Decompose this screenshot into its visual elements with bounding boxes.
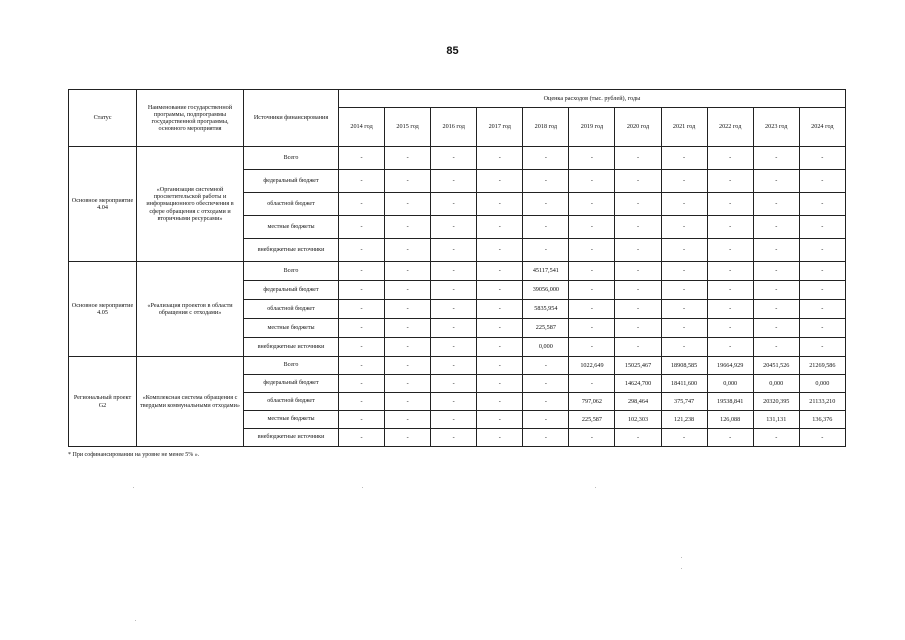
value-cell: 375,747 (661, 393, 707, 411)
header-year: 2023 год (753, 108, 799, 147)
value-cell: - (339, 319, 385, 338)
value-cell: - (615, 239, 661, 262)
table-row (69, 357, 846, 375)
value-cell: - (339, 300, 385, 319)
scan-speck (595, 487, 596, 488)
value-cell: 18908,585 (661, 357, 707, 375)
value-cell: - (615, 319, 661, 338)
value-cell: - (339, 170, 385, 193)
budget-table (68, 89, 846, 447)
value-cell: - (707, 281, 753, 300)
value-cell: - (753, 281, 799, 300)
value-cell: - (431, 429, 477, 447)
value-cell: - (753, 338, 799, 357)
value-cell: - (707, 429, 753, 447)
value-cell: - (661, 429, 707, 447)
value-cell: - (615, 281, 661, 300)
header-estimate: Оценка расходов (тыс. рублей), годы (339, 90, 846, 108)
value-cell: - (615, 300, 661, 319)
value-cell: - (477, 429, 523, 447)
header-year: 2021 год (661, 108, 707, 147)
value-cell: 225,587 (523, 319, 569, 338)
value-cell: - (753, 319, 799, 338)
value-cell: - (661, 216, 707, 239)
value-cell: - (569, 216, 615, 239)
header-year: 2019 год (569, 108, 615, 147)
value-cell: 39056,000 (523, 281, 569, 300)
value-cell: - (477, 393, 523, 411)
value-cell: - (477, 262, 523, 281)
value-cell: - (615, 170, 661, 193)
value-cell: 102,303 (615, 411, 661, 429)
value-cell: - (431, 170, 477, 193)
funding-source-cell: федеральный бюджет (244, 170, 339, 193)
value-cell: - (339, 411, 385, 429)
value-cell: - (385, 147, 431, 170)
value-cell: - (799, 147, 845, 170)
value-cell: - (431, 193, 477, 216)
scan-speck (135, 620, 136, 621)
value-cell: - (523, 411, 569, 429)
value-cell: - (523, 393, 569, 411)
value-cell: 18411,600 (661, 375, 707, 393)
program-name-cell: «Комплексная система обращения с твердыми коммунальными отходами» (137, 357, 244, 447)
value-cell: - (523, 170, 569, 193)
funding-source-cell: федеральный бюджет (244, 281, 339, 300)
value-cell: - (615, 216, 661, 239)
value-cell: 0,000 (523, 338, 569, 357)
funding-source-cell: внебюджетные источники (244, 239, 339, 262)
value-cell: - (569, 300, 615, 319)
table-row (69, 262, 846, 281)
status-cell: Региональный проект G2 (69, 357, 137, 447)
value-cell: 298,464 (615, 393, 661, 411)
value-cell: - (431, 393, 477, 411)
value-cell: 1022,649 (569, 357, 615, 375)
value-cell: - (799, 239, 845, 262)
value-cell: - (385, 193, 431, 216)
value-cell: - (753, 216, 799, 239)
value-cell: - (569, 429, 615, 447)
value-cell: - (661, 262, 707, 281)
header-year: 2015 год (385, 108, 431, 147)
value-cell: 0,000 (707, 375, 753, 393)
value-cell: - (753, 262, 799, 281)
value-cell: - (569, 338, 615, 357)
value-cell: - (431, 239, 477, 262)
value-cell: - (799, 216, 845, 239)
value-cell: - (477, 300, 523, 319)
value-cell: - (477, 239, 523, 262)
value-cell: - (615, 262, 661, 281)
value-cell: - (477, 147, 523, 170)
value-cell: - (753, 147, 799, 170)
value-cell: - (431, 319, 477, 338)
value-cell: - (385, 300, 431, 319)
funding-source-cell: Всего (244, 262, 339, 281)
funding-source-cell: федеральный бюджет (244, 375, 339, 393)
funding-source-cell: областной бюджет (244, 393, 339, 411)
value-cell: - (431, 262, 477, 281)
funding-source-cell: внебюджетные источники (244, 338, 339, 357)
funding-source-cell: Всего (244, 357, 339, 375)
value-cell: - (385, 357, 431, 375)
value-cell: 45117,541 (523, 262, 569, 281)
value-cell: - (707, 170, 753, 193)
value-cell: - (707, 300, 753, 319)
scan-speck (681, 557, 682, 558)
value-cell: - (753, 300, 799, 319)
page-number: 85 (446, 45, 459, 57)
value-cell: - (799, 281, 845, 300)
header-sources: Источники финансирования (244, 90, 339, 147)
value-cell: - (569, 170, 615, 193)
value-cell: 121,238 (661, 411, 707, 429)
value-cell: - (753, 429, 799, 447)
value-cell: - (799, 193, 845, 216)
status-cell: Основное мероприятие 4.05 (69, 262, 137, 357)
value-cell: - (569, 281, 615, 300)
value-cell: - (569, 262, 615, 281)
value-cell: - (661, 319, 707, 338)
value-cell: 797,062 (569, 393, 615, 411)
header-year: 2016 год (431, 108, 477, 147)
value-cell: - (339, 393, 385, 411)
value-cell: - (385, 319, 431, 338)
value-cell: - (477, 375, 523, 393)
scan-speck (681, 568, 682, 569)
value-cell: - (569, 319, 615, 338)
value-cell: 14624,700 (615, 375, 661, 393)
value-cell: - (799, 319, 845, 338)
value-cell: - (661, 239, 707, 262)
value-cell: - (339, 429, 385, 447)
value-cell: - (753, 193, 799, 216)
value-cell: - (661, 338, 707, 357)
value-cell: - (385, 170, 431, 193)
value-cell: - (385, 411, 431, 429)
value-cell: 0,000 (799, 375, 845, 393)
value-cell: - (385, 216, 431, 239)
table-row (69, 147, 846, 170)
value-cell: - (707, 193, 753, 216)
funding-source-cell: местные бюджеты (244, 319, 339, 338)
funding-source-cell: местные бюджеты (244, 216, 339, 239)
value-cell: - (385, 429, 431, 447)
value-cell: - (385, 262, 431, 281)
value-cell: - (569, 239, 615, 262)
program-name-cell: «Организация системной просветительской работы и информационного обеспечения в сфере обращения с отходами и вторичными ресурсами» (137, 147, 244, 262)
value-cell: - (385, 281, 431, 300)
value-cell: 19664,929 (707, 357, 753, 375)
value-cell: - (799, 338, 845, 357)
value-cell: - (753, 239, 799, 262)
value-cell: - (339, 262, 385, 281)
header-year: 2024 год (799, 108, 845, 147)
value-cell: 225,587 (569, 411, 615, 429)
value-cell: - (661, 300, 707, 319)
funding-source-cell: областной бюджет (244, 300, 339, 319)
header-year: 2018 год (523, 108, 569, 147)
value-cell: - (569, 375, 615, 393)
value-cell: - (707, 239, 753, 262)
value-cell: - (523, 216, 569, 239)
value-cell: - (339, 281, 385, 300)
funding-source-cell: внебюджетные источники (244, 429, 339, 447)
value-cell: - (339, 357, 385, 375)
value-cell: 20451,526 (753, 357, 799, 375)
value-cell: 21133,210 (799, 393, 845, 411)
value-cell: - (431, 300, 477, 319)
value-cell: - (753, 170, 799, 193)
value-cell: - (477, 319, 523, 338)
value-cell: - (339, 216, 385, 239)
value-cell: - (707, 147, 753, 170)
value-cell: - (615, 193, 661, 216)
funding-source-cell: Всего (244, 147, 339, 170)
value-cell: - (707, 338, 753, 357)
header-year: 2014 год (339, 108, 385, 147)
value-cell: - (569, 193, 615, 216)
value-cell: - (477, 411, 523, 429)
value-cell: - (431, 338, 477, 357)
scan-speck (133, 487, 134, 488)
value-cell: - (615, 429, 661, 447)
value-cell: 131,131 (753, 411, 799, 429)
footnote: * При софинансировании на уровне не менее 5% ». (68, 452, 200, 458)
value-cell: - (523, 357, 569, 375)
value-cell: - (799, 170, 845, 193)
value-cell: - (385, 393, 431, 411)
value-cell: - (707, 319, 753, 338)
value-cell: - (431, 375, 477, 393)
value-cell: - (523, 147, 569, 170)
header-year: 2020 год (615, 108, 661, 147)
value-cell: - (523, 375, 569, 393)
value-cell: - (431, 411, 477, 429)
value-cell: 19538,841 (707, 393, 753, 411)
value-cell: 21269,586 (799, 357, 845, 375)
status-cell: Основное мероприятие 4.04 (69, 147, 137, 262)
value-cell: 136,376 (799, 411, 845, 429)
value-cell: - (799, 429, 845, 447)
value-cell: - (523, 429, 569, 447)
value-cell: - (339, 338, 385, 357)
value-cell: - (523, 193, 569, 216)
value-cell: - (569, 147, 615, 170)
value-cell: - (477, 357, 523, 375)
value-cell: - (339, 147, 385, 170)
value-cell: - (615, 147, 661, 170)
value-cell: - (431, 216, 477, 239)
value-cell: 15025,467 (615, 357, 661, 375)
header-status: Статус (69, 90, 137, 147)
value-cell: - (799, 300, 845, 319)
value-cell: - (523, 239, 569, 262)
value-cell: - (385, 338, 431, 357)
value-cell: - (707, 216, 753, 239)
value-cell: 0,000 (753, 375, 799, 393)
value-cell: - (615, 338, 661, 357)
value-cell: - (431, 281, 477, 300)
value-cell: - (477, 216, 523, 239)
value-cell: 126,088 (707, 411, 753, 429)
value-cell: - (385, 375, 431, 393)
funding-source-cell: местные бюджеты (244, 411, 339, 429)
header-year: 2022 год (707, 108, 753, 147)
value-cell: - (477, 193, 523, 216)
value-cell: - (661, 193, 707, 216)
value-cell: - (431, 147, 477, 170)
value-cell: - (339, 239, 385, 262)
value-cell: 5835,954 (523, 300, 569, 319)
value-cell: - (661, 170, 707, 193)
header-year: 2017 год (477, 108, 523, 147)
scan-speck (362, 487, 363, 488)
value-cell: - (385, 239, 431, 262)
value-cell: - (477, 170, 523, 193)
funding-source-cell: областной бюджет (244, 193, 339, 216)
value-cell: - (799, 262, 845, 281)
value-cell: - (477, 338, 523, 357)
header-name: Наименование государственной программы, подпрограммы государственной программы, основного мероприятия (137, 90, 244, 147)
value-cell: - (339, 375, 385, 393)
value-cell: - (707, 262, 753, 281)
value-cell: - (661, 281, 707, 300)
value-cell: - (339, 193, 385, 216)
value-cell: - (661, 147, 707, 170)
value-cell: - (431, 357, 477, 375)
value-cell: - (477, 281, 523, 300)
value-cell: 20320,395 (753, 393, 799, 411)
program-name-cell: «Реализация проектов в области обращения с отходами» (137, 262, 244, 357)
